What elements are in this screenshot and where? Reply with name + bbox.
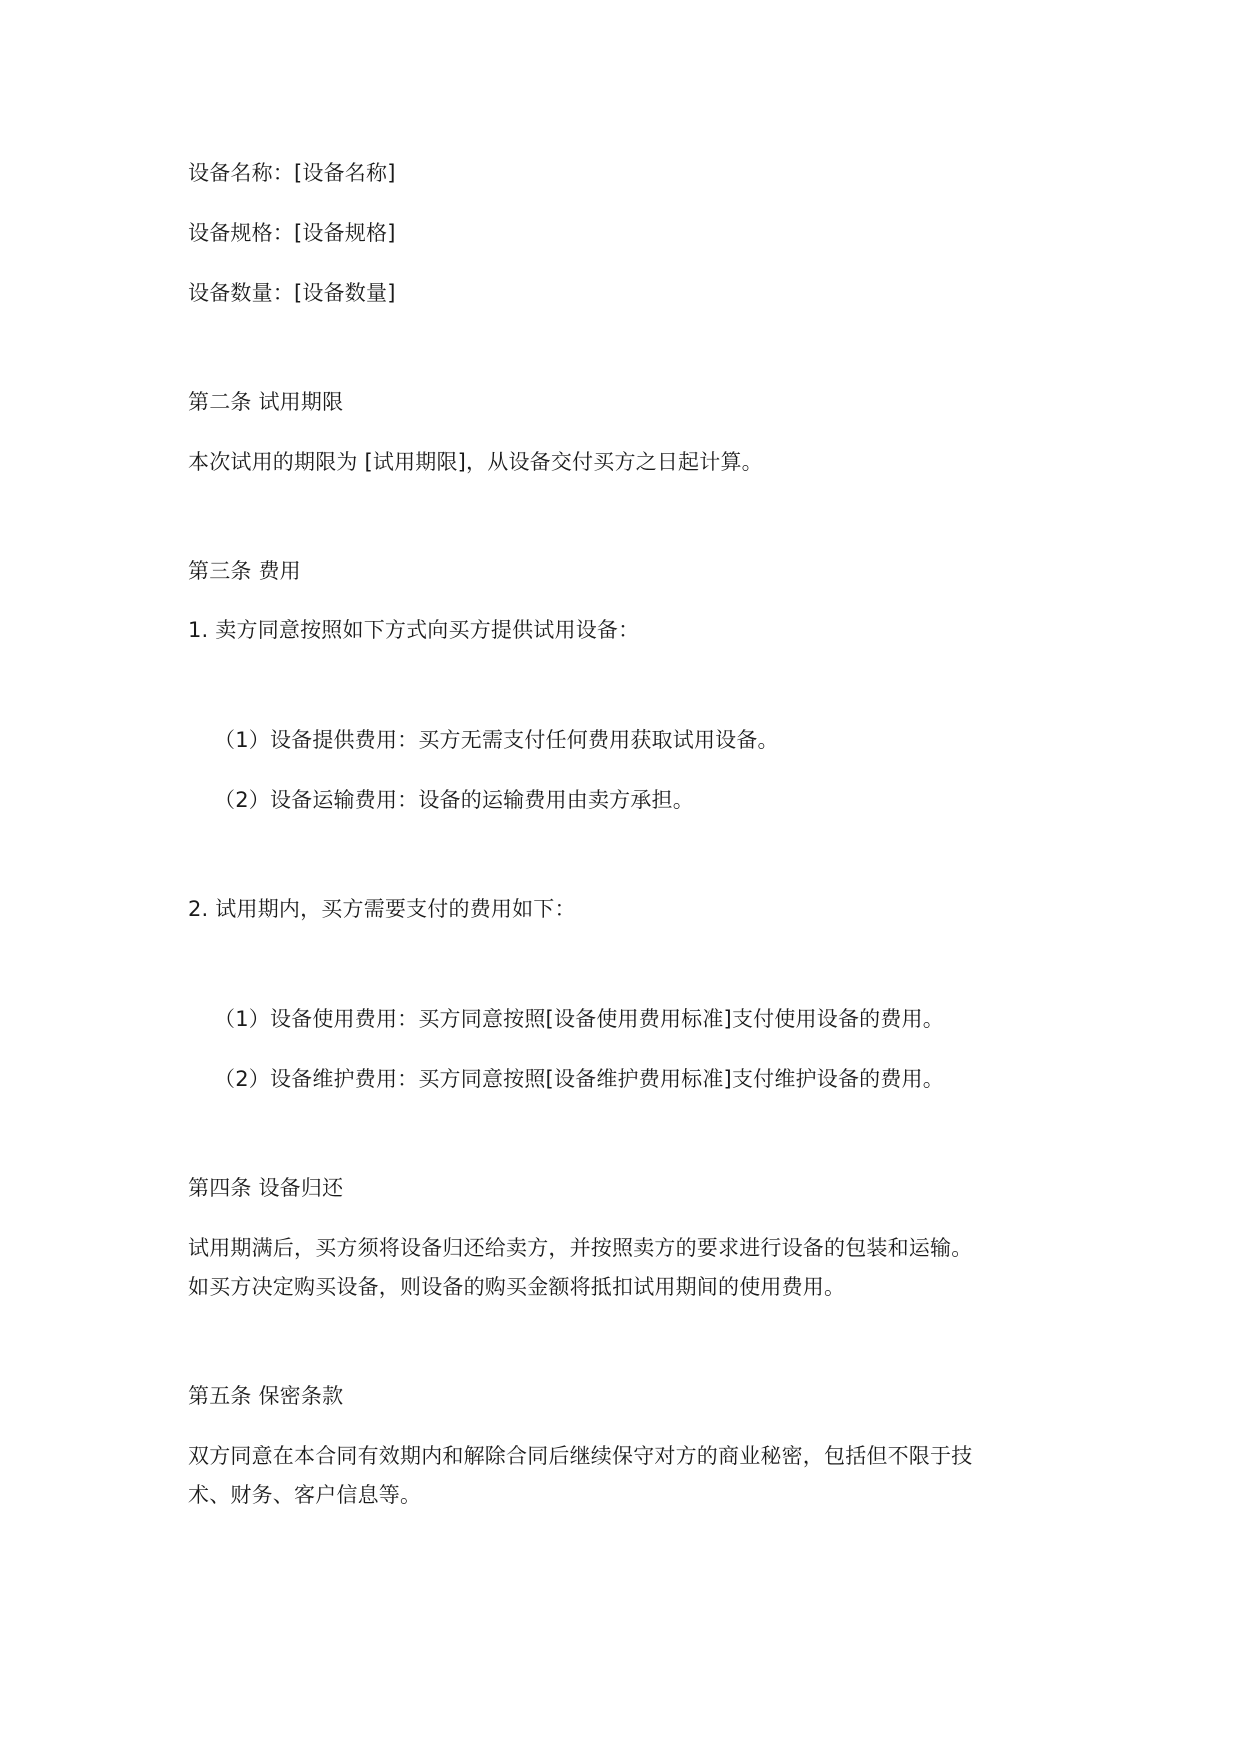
article5-line1: 双方同意在本合同有效期内和解除合同后继续保守对方的商业秘密，包括但不限于技	[188, 1444, 973, 1468]
article5-heading: 第五条 保密条款	[188, 1384, 344, 1408]
article5-line2: 术、财务、客户信息等。	[188, 1483, 422, 1507]
article3-item1-sub1: （1）设备提供费用：买方无需支付任何费用获取试用设备。	[214, 728, 779, 752]
equipment-quantity-line: 设备数量：[设备数量]	[188, 281, 396, 305]
article3-item1-sub2: （2）设备运输费用：设备的运输费用由卖方承担。	[214, 788, 694, 812]
article4-line1: 试用期满后，买方须将设备归还给卖方，并按照卖方的要求进行设备的包装和运输。	[188, 1236, 973, 1260]
article2-body: 本次试用的期限为 [试用期限]，从设备交付买方之日起计算。	[188, 450, 763, 474]
article4-line2: 如买方决定购买设备，则设备的购买金额将抵扣试用期间的使用费用。	[188, 1275, 846, 1299]
equipment-spec-line: 设备规格：[设备规格]	[188, 221, 396, 245]
article3-item2-sub2: （2）设备维护费用：买方同意按照[设备维护费用标准]支付维护设备的费用。	[214, 1067, 944, 1091]
article2-heading: 第二条 试用期限	[188, 390, 344, 414]
article4-heading: 第四条 设备归还	[188, 1176, 344, 1200]
article3-item2-sub1: （1）设备使用费用：买方同意按照[设备使用费用标准]支付使用设备的费用。	[214, 1007, 944, 1031]
article3-heading: 第三条 费用	[188, 559, 301, 583]
article3-item1: 1. 卖方同意按照如下方式向买方提供试用设备：	[188, 618, 640, 642]
equipment-name-line: 设备名称：[设备名称]	[188, 161, 396, 185]
article3-item2: 2. 试用期内，买方需要支付的费用如下：	[188, 897, 576, 921]
